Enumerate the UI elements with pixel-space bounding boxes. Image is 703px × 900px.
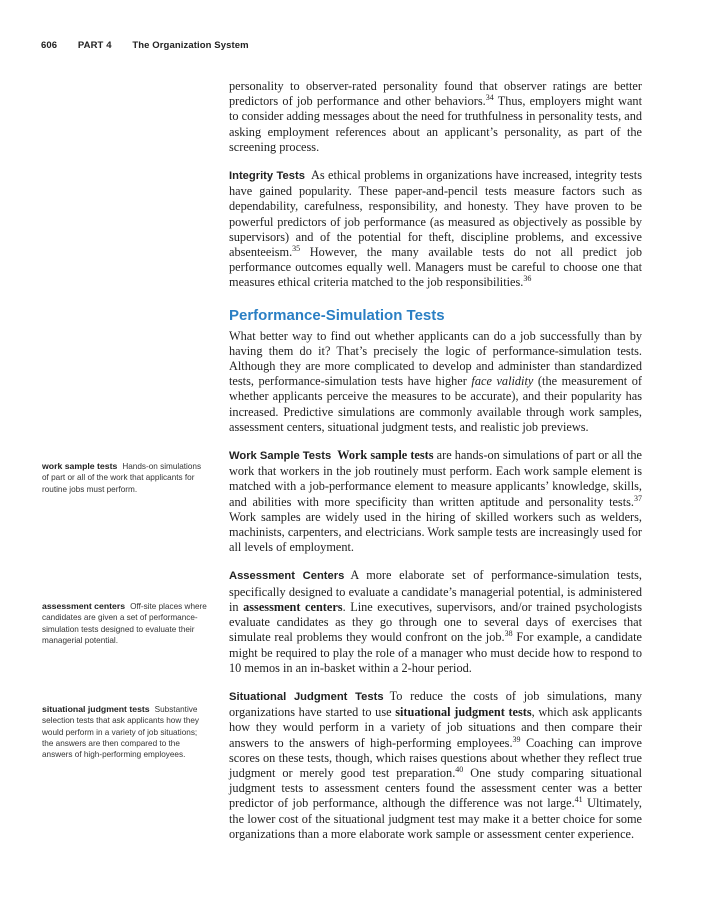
footnote-ref: 41 xyxy=(574,795,583,805)
work-sample-heading: Work Sample Tests xyxy=(229,450,332,463)
margin-note-assessment xyxy=(42,601,210,646)
assessment-heading: Assessment Centers xyxy=(229,570,345,583)
work-sample-paragraph: Work Sample Tests Work sample tests are hands-on simulations of part or all the work that workers in the job routinely must perform. Each work sample element is matched with a job-performance element to measure applicants’ knowledge, skills, and abilities with more specificity than written aptitude and personality tests.$^{37}$ Work samples are widely used in the hiring of skilled workers such as welders, machinists, carpenters, and electricians. Work sample tests are increasingly used for all levels of employment. xyxy=(229,448,642,555)
margin-term: assessment centers xyxy=(42,601,126,611)
footnote-ref: 37 xyxy=(634,493,642,503)
margin-definition: Off-site places where candidates are given a set of performance-simulation tests designed to evaluate their managerial potential. xyxy=(42,602,207,645)
footnote-ref: 36 xyxy=(523,274,532,284)
footnote-ref: 38 xyxy=(504,629,513,639)
work-sample-term: Work sample tests xyxy=(337,448,434,463)
part-label: PART 4 xyxy=(77,40,112,51)
face-validity-term: face validity xyxy=(471,374,534,389)
footnote-ref: 35 xyxy=(292,243,301,253)
margin-definition: Hands-on simulations of part or all of the work that applicants for routine jobs must perform. xyxy=(42,462,202,494)
margin-note-situational xyxy=(42,704,210,760)
main-text-column xyxy=(229,79,642,842)
intro-paragraph: personality to observer-rated personality found that observer ratings are better predictors of job performance and other behaviors.$^{34}$ Thus, employers might want to consider adding messages about the need for truthfulness in personality tests, and asking employment references about an applicant’s personality, as part of the screening process. xyxy=(229,79,642,154)
integrity-paragraph: Integrity Tests As ethical problems in organizations have increased, integrity tests have gained popularity. These paper-and-pencil tests measure factors such as dependability, carefulness, responsibility, and honesty. They have proven to be powerful predictors of job performance (as measured as objectively as possible by supervisors) and of the potential for theft, discipline problems, and excessive absenteeism.$^{35}$ However, the many available tests do not all predict job performance outcomes equally well. Managers must be careful to choose one that measures ethical criteria matched to the job responsibilities.$^{36}$ xyxy=(229,168,643,290)
margin-term: work sample tests xyxy=(42,461,118,471)
situational-term: situational judgment tests xyxy=(395,705,532,720)
footnote-ref: 39 xyxy=(512,734,521,744)
assessment-term: assessment centers xyxy=(243,599,343,614)
situational-paragraph: Situational Judgment Tests To reduce the costs of job simulations, many organizations have started to use situational judgment tests, which ask applicants how they would perform in a variety of job situations and then compare their answers to the answers of high-performing employees.$^{39}$ Coaching can improve scores on these tests, though, which raises questions about whether they reflect true judgment or merely good test preparation.$^{40}$ One study comparing situational judgment tests to assessment centers found the assessment center was a better predictor of job performance, although the difference was not large.$^{41}$ Ultimately, the lower cost of the situational judgment test may make it a better choice for some organizations than a more elaborate work sample or assessment center experience. xyxy=(229,688,642,841)
performance-paragraph: What better way to find out whether applicants can do a job successfully than by having them do it? That’s precisely the logic of performance-simulation tests. Although they are more complicated to develop and administer than standardized tests, performance-simulation tests have higher face validity (the measurement of whether applicants perceive the measures to be accurate), and their popularity has increased. Predictive simulations are commonly available through work samples, assessment centers, situational judgment tests, and realistic job previews. xyxy=(229,328,642,434)
situational-heading: Situational Judgment Tests xyxy=(229,690,384,703)
part-title: The Organization System xyxy=(132,40,249,51)
running-header xyxy=(41,40,267,51)
section-title: Performance-Simulation Tests xyxy=(229,306,445,324)
assessment-paragraph: Assessment Centers A more elaborate set of performance-simulation tests, specifically designed to evaluate a candidate’s managerial potential, is administered in assessment centers. Line executives, supervisors, and/or trained psychologists evaluate candidates as they go through one to several days of exercises that simulate real problems they would confront on the job.$^{38}$ For example, a candidate might be required to play the role of a manager who must decide how to respond to 10 memos in an in-basket within a 2-hour period. xyxy=(229,568,643,675)
page-number: 606 xyxy=(41,40,58,51)
margin-definition: Substantive selection tests that ask applicants how they would perform in a variety of job situations; the answers are then compared to the answers of high-performing employees. xyxy=(42,705,200,760)
footnote-ref: 34 xyxy=(485,93,494,103)
integrity-heading: Integrity Tests xyxy=(229,170,305,183)
margin-note-work-sample xyxy=(42,461,210,495)
margin-term: situational judgment tests xyxy=(42,704,150,714)
footnote-ref: 40 xyxy=(455,764,464,774)
